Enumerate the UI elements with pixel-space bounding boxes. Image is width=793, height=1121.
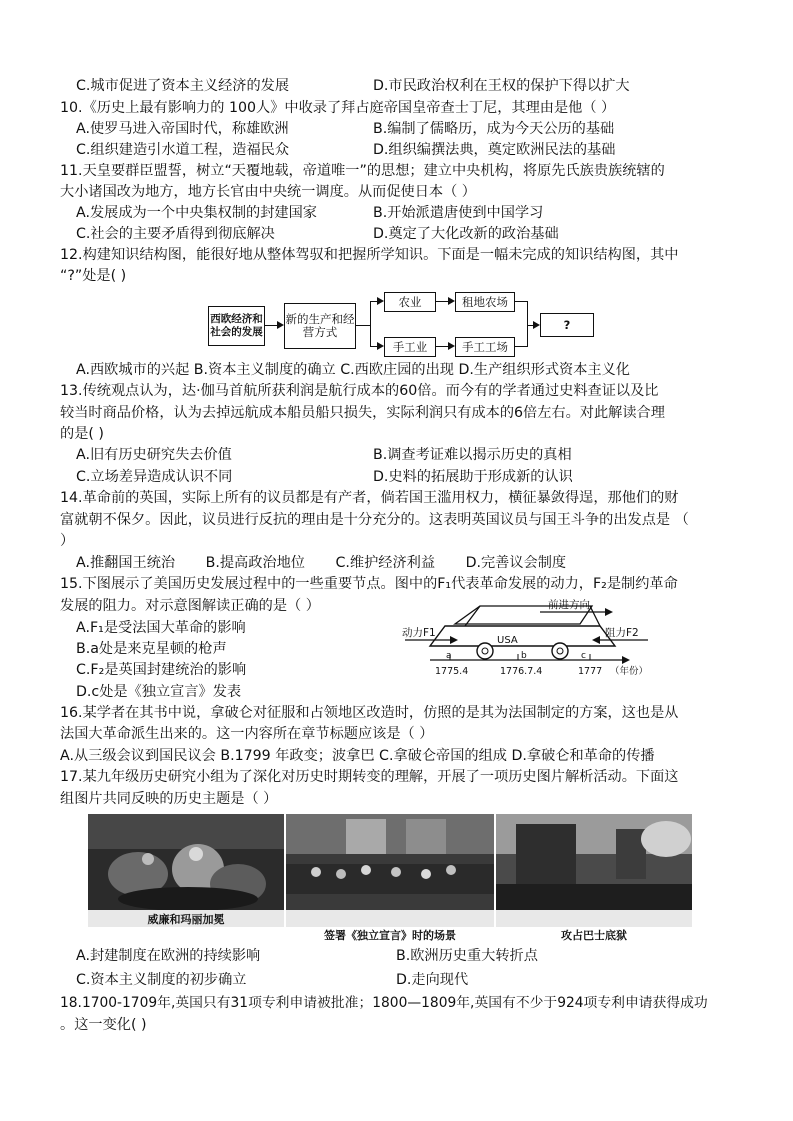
q14-options	[76, 553, 592, 573]
arrow-right-icon	[450, 636, 458, 644]
q15-option-b: B.a处是来克星顿的枪声	[76, 641, 227, 657]
year-unit-label: （年份）	[610, 666, 649, 677]
q13-option-b: B.调查考证难以揭示历史的真相	[373, 447, 572, 463]
caption-coronation: 威廉和玛丽加冕	[147, 913, 225, 926]
date-1777: 1777	[578, 666, 603, 677]
q12-stem-line2: “?”处是( )	[60, 268, 127, 284]
arrow-icon	[265, 325, 282, 326]
q13-stem-line3: 的是( )	[60, 426, 104, 442]
diagram-box-farm: 租地农场	[455, 292, 515, 312]
q16-stem-line1: 16.某学者在其书中说，拿破仑对征服和占领地区改造时，仿照的是其为法国制定的方案，这也是从	[60, 705, 679, 721]
diagram-box-workshop: 手工工场	[455, 337, 515, 357]
q11-option-a: A.发展成为一个中央集权制的封建国家	[76, 205, 317, 221]
q14-option-a: A.推翻国王统治	[76, 555, 176, 571]
q18-stem-line2: 。这一变化( )	[60, 1017, 147, 1033]
wheel-icon	[552, 643, 568, 659]
q13-option-c: C.立场差异造成认识不同	[76, 469, 233, 485]
arrow-icon	[436, 301, 453, 302]
q12-stem-line1: 12.构建知识结构图，能很好地从整体驾驭和把握所学知识。下面是一幅未完成的知识结构图，其中	[60, 247, 679, 263]
connector-line	[356, 325, 370, 326]
q17-option-c: C.资本主义制度的初步确立	[76, 972, 247, 988]
q17-option-a: A.封建制度在欧洲的持续影响	[76, 948, 261, 964]
q13-option-d: D.史料的拓展助于形成新的认识	[373, 469, 573, 485]
arrow-right-icon	[622, 656, 630, 664]
q18-stem-line1: 18.1700-1709年,英国只有31项专利申请被批准；1800—1809年,英国有不少于924项专利申请获得成功	[60, 995, 708, 1011]
wheel-icon	[477, 643, 493, 659]
q12-options: A.西欧城市的兴起 B.资本主义制度的确立 C.西欧庄园的出现 D.生产组织形式资本主义化	[76, 362, 630, 378]
force-f2-label: 阻力F2	[605, 627, 639, 639]
q11-stem-line2: 大小诸国改为地方，地方长官由中央统一调度。从而促使日本（ ）	[60, 184, 476, 200]
q14-stem-line3: ）	[60, 533, 75, 549]
arrow-left-icon	[592, 636, 600, 644]
q15-option-d: D.c处是《独立宣言》发表	[76, 684, 242, 700]
q13-option-a: A.旧有历史研究失去价值	[76, 447, 232, 463]
q11-option-c: C.社会的主要矛盾得到彻底解决	[76, 226, 275, 242]
diagram-box-economy: 西欧经济和社会的发展	[208, 306, 265, 346]
q13-stem-line1: 13.传统观点认为，达·伽马首航所获利润是航行成本的60倍。而今有的学者通过史料查证以及比	[60, 383, 659, 399]
q11-stem-line1: 11.天皇要群臣盟誓，树立“天覆地载，帝道唯一”的思想；建立中央机构，将原先氏族贵族统辖的	[60, 163, 665, 179]
arrow-icon	[436, 346, 453, 347]
photo-declaration	[286, 814, 494, 927]
connector-line	[527, 301, 528, 347]
q14-option-b: B.提高政治地位	[205, 555, 305, 571]
q10-option-c: C.组织建造引水道工程，造福民众	[76, 142, 290, 158]
q10-stem: 10.《历史上最有影响力的 100人》中收录了拜占庭帝国皇帝查士丁尼，其理由是他（ ）	[60, 100, 616, 116]
q15-stem-line2: 发展的阻力。对示意图解读正确的是（ ）	[60, 598, 320, 614]
q14-stem-line2: 富就朝不保夕。因此，议员进行反抗的理由是十分充分的。这表明英国议员与国王斗争的出发点是 （	[60, 512, 689, 528]
q11-option-d: D.奠定了大化改新的政治基础	[373, 226, 559, 242]
diagram-box-handicraft: 手工业	[384, 337, 436, 357]
q14-stem-line1: 14.革命前的英国，实际上所有的议员都是有产者，倘若国王滥用权力，横征暴敛得逞，那他们的财	[60, 490, 679, 506]
usa-car-diagram	[400, 596, 660, 678]
arrow-icon	[370, 301, 382, 302]
q9-option-c: C.城市促进了资本主义经济的发展	[76, 78, 290, 94]
diagram-box-agriculture: 农业	[384, 292, 436, 312]
connector-line	[515, 346, 527, 347]
point-a: a	[446, 651, 452, 661]
q17-stem-line2: 组图片共同反映的历史主题是（ ）	[60, 791, 278, 807]
caption-declaration: 签署《独立宣言》时的场景	[324, 929, 456, 942]
q17-stem-line1: 17.某九年级历史研究小组为了深化对历史时期转变的理解，开展了一项历史图片解析活动。下面这	[60, 769, 679, 785]
arrow-icon	[370, 346, 382, 347]
q15-option-a: A.F₁是受法国大革命的影响	[76, 620, 246, 636]
caption-bastille: 攻占巴士底狱	[561, 929, 627, 942]
usa-label: USA	[497, 635, 518, 646]
q10-option-d: D.组织编撰法典，奠定欧洲民法的基础	[373, 142, 616, 158]
point-b: b	[521, 651, 527, 661]
q16-options: A.从三级会议到国民议会 B.1799 年政变；波拿巴 C.拿破仑帝国的组成 D.拿破仑和革命的传播	[60, 748, 655, 764]
q10-option-a: A.使罗马进入帝国时代，称雄欧洲	[76, 121, 289, 137]
q15-stem-line1: 15.下图展示了美国历史发展过程中的一些重要节点。图中的F₁代表革命发展的动力，F₂是制约革命	[60, 576, 678, 592]
q10-option-b: B.编制了儒略历，成为今天公历的基础	[373, 121, 615, 137]
q14-option-d: D.完善议会制度	[465, 555, 567, 571]
date-1776: 1776.7.4	[500, 666, 543, 677]
q15-option-c: C.F₂是英国封建统治的影响	[76, 662, 247, 678]
connector-line	[370, 301, 371, 347]
force-f1-label: 动力F1	[402, 627, 436, 639]
q11-option-b: B.开始派遣唐使到中国学习	[373, 205, 544, 221]
forward-direction-label: 前进方向	[548, 599, 590, 611]
q13-stem-line2: 较当时商品价格，认为去掉远航成本船员船只损失，实际利润只有成本的6倍左右。对此解读合理	[60, 405, 665, 421]
q9-option-d: D.市民政治权利在王权的保护下得以扩大	[373, 78, 630, 94]
arrow-icon	[527, 325, 538, 326]
arrow-right-icon	[605, 608, 613, 616]
photo-bastille	[496, 814, 692, 927]
q14-option-c: C.维护经济利益	[335, 555, 436, 571]
diagram-box-production: 新的生产和经营方式	[284, 303, 356, 349]
q16-stem-line2: 法国大革命派生出来的。这一内容所在章节标题应该是（ ）	[60, 726, 434, 742]
point-c: c	[581, 651, 586, 661]
connector-line	[515, 301, 527, 302]
q17-option-d: D.走向现代	[396, 972, 469, 988]
q17-option-b: B.欧洲历史重大转折点	[396, 948, 538, 964]
diagram-box-unknown: ?	[540, 313, 594, 337]
date-1775: 1775.4	[435, 666, 469, 677]
